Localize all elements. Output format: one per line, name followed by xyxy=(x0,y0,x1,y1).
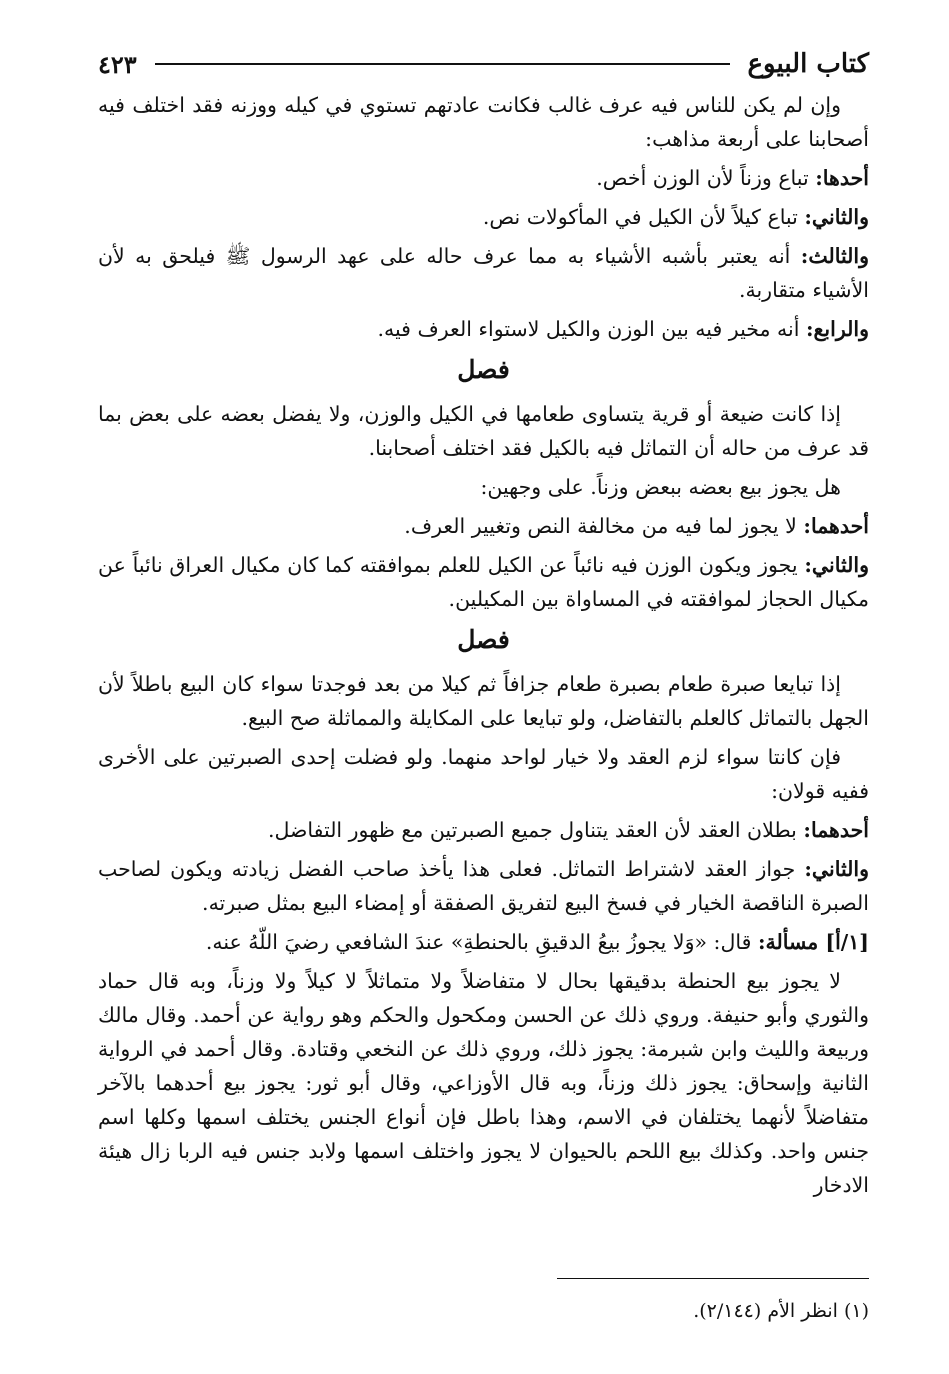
paragraph xyxy=(98,470,869,504)
labeled-paragraph xyxy=(98,852,869,920)
paragraph-lead: [١/أ] مسألة: xyxy=(757,930,869,954)
paragraph-lead: أحدهما: xyxy=(803,818,869,842)
paragraph-text: وإن لم يكن للناس فيه عرف غالب فكانت عادتهم تستوي في كيله ووزنه فقد اختلف فيه أصحابنا على أربعة مذاهب: xyxy=(98,93,869,151)
page-body xyxy=(98,88,869,1207)
section-heading: فصل xyxy=(457,625,510,654)
paragraph xyxy=(98,397,869,465)
paragraph-text: بطلان العقد لأن العقد يتناول جميع الصبرتين مع ظهور التفاضل. xyxy=(267,818,797,842)
paragraph xyxy=(98,964,869,1202)
paragraph-text: قال: «وَلا يجوزُ بيعُ الدقيقِ بالحنطةِ» عندَ الشافعي رضيَ اللّهُ عنه. xyxy=(205,930,752,954)
paragraph-text: يجوز ويكون الوزن فيه نائباً عن الكيل للعلم بموافقته كما كان مكيال العراق نائباً عن مكيال الحجاز لموافقته في المساواة بين المكيلين. xyxy=(98,553,869,611)
paragraph xyxy=(98,667,869,735)
paragraph-text: لا يجوز لما فيه من مخالفة النص وتغيير العرف. xyxy=(404,514,797,538)
paragraph xyxy=(98,740,869,808)
paragraph-text: أنه يعتبر بأشبه الأشياء به مما عرف حاله على عهد الرسول ﷺ فيلحق به لأن الأشياء متقاربة. xyxy=(98,244,869,302)
labeled-paragraph xyxy=(98,312,869,346)
labeled-paragraph xyxy=(98,548,869,616)
footnote-text: انظر الأم (٢/١٤٤). xyxy=(693,1300,838,1322)
footnote xyxy=(98,1296,869,1326)
paragraph xyxy=(98,88,869,156)
paragraph-lead: والثاني: xyxy=(804,857,869,881)
paragraph-text: لا يجوز بيع الحنطة بدقيقها بحال لا متفاضلاً ولا متماثلاً لا كيلاً ولا وزناً، وبه قال حماد والثوري وأبو حنيفة. وروي ذلك عن الحسن ومكحول والحكم وهو رواية عن أحمد. وقال مالك وربيعة والليث وابن شبرمة: يجوز ذلك، وروي ذلك عن النخعي وقتادة. وقال أحمد في الرواية الثانية وإسحاق: يجوز ذلك وزناً، وبه قال الأوزاعي، وقال أبو ثور: يجوز بيع أحدهما بالآخر متفاضلاً لأنهما يختلفان في الاسم، وهذا باطل فإن أنواع الجنس يختلف اسمها وكلها اسم جنس واحد. وكذلك بيع اللحم بالحيوان لا يجوز واختلف اسمها ولابد جنس فيه الربا زال هيئة الادخار xyxy=(98,969,869,1197)
labeled-paragraph xyxy=(98,161,869,195)
running-title: كتاب البيوع xyxy=(747,49,869,79)
paragraph-text: أنه مخير فيه بين الوزن والكيل لاستواء العرف فيه. xyxy=(377,317,800,341)
labeled-paragraph xyxy=(98,925,869,959)
paragraph-lead: أحدهما: xyxy=(803,514,869,538)
paragraph-text: جواز العقد لاشتراط التماثل. فعلى هذا يأخذ صاحب الفضل زيادته ويكون لصاحب الصبرة الناقصة الخيار في فسخ البيع لتفريق الصفقة أو إمضاء البيع بمثل صبرته. xyxy=(98,857,869,915)
header-rule xyxy=(155,63,730,65)
paragraph-lead: والثالث: xyxy=(800,244,869,268)
section-heading: فصل xyxy=(457,355,510,384)
paragraph-lead: أحدها: xyxy=(815,166,869,190)
footnote-rule xyxy=(557,1278,869,1279)
paragraph-lead: والثاني: xyxy=(804,553,869,577)
labeled-paragraph xyxy=(98,239,869,307)
paragraph-text: تباع وزناً لأن الوزن أخص. xyxy=(596,166,809,190)
paragraph-text: إذا تبايعا صبرة طعام بصبرة طعام جزافاً ثم كيلا من بعد فوجدتا سواء كان البيع باطلاً لأن الجهل بالتماثل كالعلم بالتفاضل، ولو تبايعا على المكايلة والمماثلة صح البيع. xyxy=(98,672,869,730)
page-number: ٤٢٣ xyxy=(98,49,137,79)
paragraph-lead: والرابع: xyxy=(805,317,869,341)
paragraph-text: هل يجوز بيع بعضه ببعض وزناً. على وجهين: xyxy=(480,475,841,499)
footnote-number: (١) xyxy=(843,1300,869,1322)
paragraph-lead: والثاني: xyxy=(804,205,869,229)
paragraph-text: تباع كيلاً لأن الكيل في المأكولات نص. xyxy=(482,205,798,229)
page-header xyxy=(98,44,869,84)
labeled-paragraph xyxy=(98,509,869,543)
paragraph-text: إذا كانت ضيعة أو قرية يتساوى طعامها في الكيل والوزن، ولا يفضل بعضه على بعض بما قد عرف من حاله أن التماثل فيه بالكيل فقد اختلف أصحابنا. xyxy=(98,402,869,460)
labeled-paragraph xyxy=(98,813,869,847)
paragraph-text: فإن كانتا سواء لزم العقد ولا خيار لواحد منهما. ولو فضلت إحدى الصبرتين على الأخرى ففيه قولان: xyxy=(98,745,869,803)
labeled-paragraph xyxy=(98,200,869,234)
